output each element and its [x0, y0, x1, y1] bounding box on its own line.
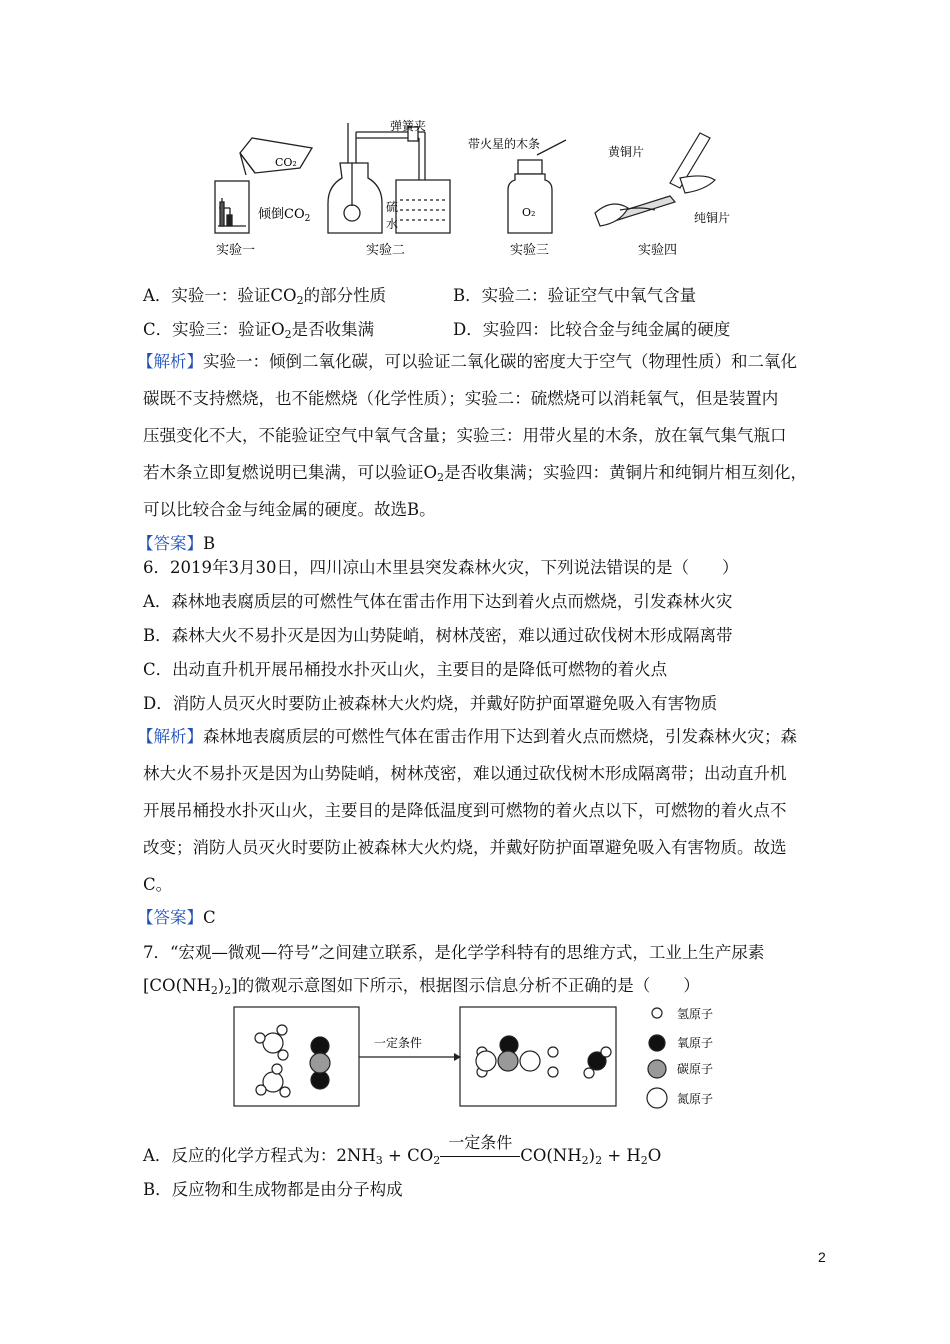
- q6-analysis-line-5: C。: [143, 875, 173, 894]
- experiment-two-caption: 实验二: [366, 243, 406, 258]
- pure-copper-label: 纯铜片: [694, 211, 731, 225]
- q5-option-d: D．实验四：比较合金与纯金属的硬度: [453, 320, 731, 339]
- analysis-tag: 【解析】: [137, 727, 203, 746]
- ammonia-molecule: [255, 1025, 288, 1060]
- spring-clip-label: 弹簧夹: [390, 119, 427, 133]
- carbon-dioxide-molecule: [310, 1037, 330, 1089]
- q6-analysis-line-3: 开展吊桶投水扑灭山火，主要目的是降低温度到可燃物的着火点以下，可燃物的着火点不: [143, 801, 787, 820]
- answer-tag: 【答案】: [137, 534, 203, 553]
- q5-option-a: A．实验一：验证$CO_2$的部分性质: [143, 286, 387, 307]
- oxygen-legend-symbol: [649, 1035, 665, 1051]
- experiment-three-caption: 实验三: [510, 243, 550, 258]
- legend-oxygen: 氧原子: [677, 1036, 714, 1050]
- urea-reaction-diagram: [232, 1000, 732, 1115]
- reactant-box: [234, 1007, 359, 1106]
- hydrogen-legend-symbol: [652, 1008, 662, 1018]
- q5-option-c: C．实验三：验证$O_2$是否收集满: [143, 320, 375, 341]
- answer-tag: 【答案】: [137, 908, 203, 927]
- q5-analysis-line-5: 可以比较合金与纯金属的硬度。故选B。: [143, 500, 436, 519]
- q6-analysis-line-4: 改变；消防人员灭火时要防止被森林大火灼烧，并戴好防护面罩避免吸入有害物质。故选: [143, 838, 787, 857]
- experiments-figure: [200, 118, 760, 263]
- q6-option-b: B．森林大火不易扑灭是因为山势陡峭，树林茂密，难以通过砍伐树木形成隔离带: [143, 626, 733, 645]
- q7-stem-line-1: 7．“宏观—微观—符号”之间建立联系，是化学学科特有的思维方式，工业上生产尿素: [143, 943, 765, 962]
- q6-answer: 【答案】C: [137, 908, 216, 927]
- experiment-four-caption: 实验四: [638, 243, 678, 258]
- q6-analysis-line-1: 【解析】森林地表腐质层的可燃性气体在雷击作用下达到着火点而燃烧，引发森林火灾；森: [137, 727, 797, 746]
- page-number: 2: [818, 1249, 826, 1265]
- q7-option-b: B．反应物和生成物都是由分子构成: [143, 1180, 403, 1199]
- o2-jar-label: O₂: [522, 206, 536, 219]
- q5-option-b: B．实验二：验证空气中氧气含量: [453, 286, 697, 305]
- equation-condition: 一定条件: [440, 1146, 520, 1166]
- water-molecule: [584, 1047, 611, 1078]
- analysis-tag: 【解析】: [137, 352, 203, 371]
- q5-analysis-line-3: 压强变化不大，不能验证空气中氧气含量；实验三：用带火星的木条，放在氧气集气瓶口: [143, 426, 787, 445]
- water-label: 水: [386, 217, 399, 231]
- nitrogen-legend-symbol: [647, 1088, 667, 1108]
- urea-molecule: [476, 1036, 558, 1077]
- q5-analysis-line-1: 【解析】实验一：倾倒二氧化碳，可以验证二氧化碳的密度大于空气（物理性质）和二氧化: [137, 352, 797, 371]
- q6-stem: 6．2019年3月30日，四川凉山木里县突发森林火灾，下列说法错误的是（ ）: [143, 558, 739, 577]
- brass-label: 黄铜片: [608, 145, 645, 159]
- q6-option-a: A．森林地表腐质层的可燃性气体在雷击作用下达到着火点而燃烧，引发森林火灾: [143, 592, 733, 611]
- q6-analysis-line-2: 林大火不易扑灭是因为山势陡峭，树林茂密，难以通过砍伐树木形成隔离带；出动直升机: [143, 764, 787, 783]
- experiment-three-apparatus: [508, 140, 566, 233]
- q6-option-c: C．出动直升机开展吊桶投水扑灭山火，主要目的是降低可燃物的着火点: [143, 660, 668, 679]
- q6-option-d: D．消防人员灭火时要防止被森林大火灼烧，并戴好防护面罩避免吸入有害物质: [143, 694, 718, 713]
- pour-co2-label: 倾倒$CO_2$: [258, 207, 311, 224]
- co2-bottle-label: CO₂: [275, 156, 297, 169]
- q5-answer: 【答案】B: [137, 534, 216, 553]
- legend-carbon: 碳原子: [677, 1062, 714, 1076]
- q5-analysis-line-4: 若木条立即复燃说明已集满，可以验证$O_2$是否收集满；实验四：黄铜片和纯铜片相互刻化，: [143, 463, 808, 484]
- atom-legend: [647, 1008, 667, 1108]
- sulfur-label: 硫: [386, 200, 399, 214]
- legend-nitrogen: 氮原子: [677, 1092, 714, 1106]
- q7-option-a: A．反应的化学方程式为：$2NH_3 + CO_2$ 一定条件 $CO(NH_2)_2 + H_2O$: [143, 1133, 662, 1167]
- q7-stem-line-2: $[CO(NH_2)_2]$的微观示意图如下所示，根据图示信息分析不正确的是（ ）: [143, 976, 700, 997]
- legend-hydrogen: 氢原子: [677, 1007, 714, 1021]
- experiment-one-caption: 实验一: [216, 243, 256, 258]
- carbon-legend-symbol: [648, 1060, 666, 1078]
- ammonia-molecule: [256, 1064, 290, 1097]
- reaction-condition: 一定条件: [374, 1036, 423, 1050]
- glowing-stick-label: 带火星的木条: [468, 137, 541, 151]
- q5-analysis-line-2: 碳既不支持燃烧，也不能燃烧（化学性质）；实验二：硫燃烧可以消耗氧气，但是装置内: [143, 389, 779, 408]
